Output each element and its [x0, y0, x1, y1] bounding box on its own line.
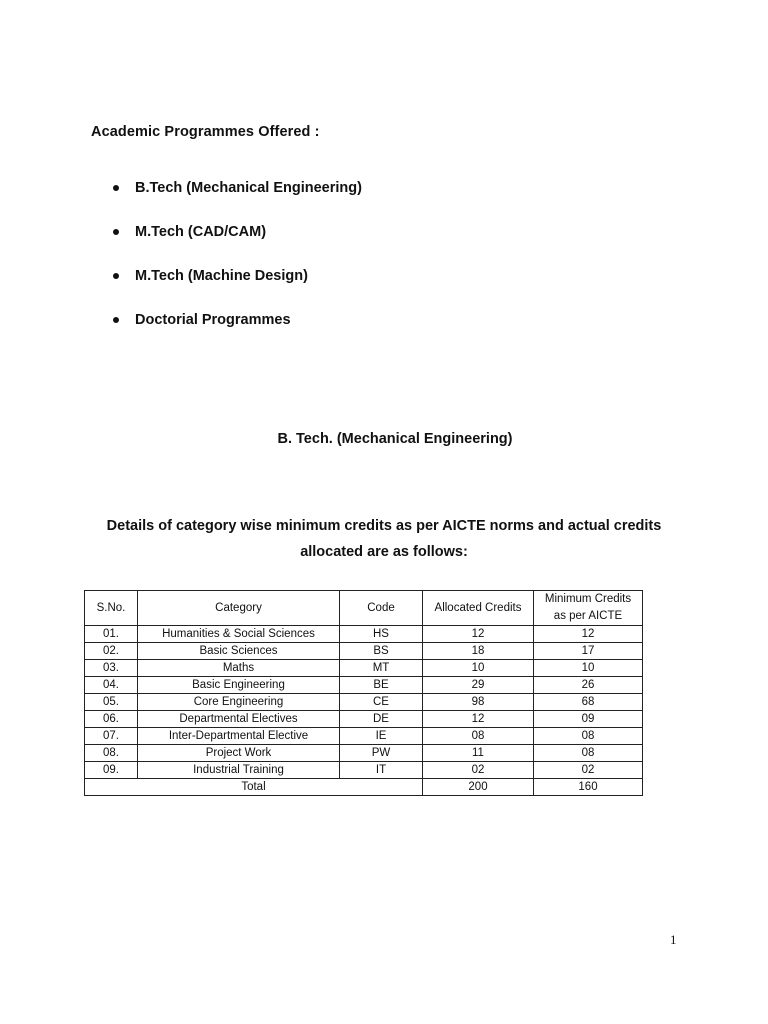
- cell-code: IT: [340, 762, 423, 779]
- cell-allocated: 11: [423, 745, 534, 762]
- cell-minimum: 02: [534, 762, 643, 779]
- cell-total-allocated: 200: [423, 779, 534, 796]
- table-row: [85, 694, 643, 711]
- credits-table: [84, 590, 643, 796]
- cell-category: Departmental Electives: [138, 711, 340, 728]
- cell-category: Core Engineering: [138, 694, 340, 711]
- programme-label: M.Tech (Machine Design): [135, 268, 308, 284]
- cell-allocated: 29: [423, 677, 534, 694]
- table-row: [85, 745, 643, 762]
- cell-code: DE: [340, 711, 423, 728]
- table-row: [85, 762, 643, 779]
- cell-sno: 06.: [85, 711, 138, 728]
- cell-category: Humanities & Social Sciences: [138, 626, 340, 643]
- details-heading-line2: allocated are as follows:: [300, 544, 468, 560]
- cell-minimum: 12: [534, 626, 643, 643]
- cell-sno: 08.: [85, 745, 138, 762]
- header-code: Code: [340, 591, 423, 626]
- details-heading-line1: Details of category wise minimum credits as per AICTE norms and actual credits: [106, 518, 662, 534]
- programme-label: Doctorial Programmes: [135, 312, 291, 328]
- cell-code: BE: [340, 677, 423, 694]
- table-total-row: [85, 779, 643, 796]
- cell-allocated: 12: [423, 626, 534, 643]
- header-allocated-credits: Allocated Credits: [423, 591, 534, 626]
- cell-total-label: Total: [85, 779, 423, 796]
- cell-code: IE: [340, 728, 423, 745]
- bullet-icon: [113, 229, 119, 235]
- cell-sno: 01.: [85, 626, 138, 643]
- cell-code: HS: [340, 626, 423, 643]
- programme-label: M.Tech (CAD/CAM): [135, 224, 267, 240]
- header-category: Category: [138, 591, 340, 626]
- cell-sno: 09.: [85, 762, 138, 779]
- table-row: [85, 711, 643, 728]
- cell-sno: 05.: [85, 694, 138, 711]
- cell-allocated: 02: [423, 762, 534, 779]
- cell-minimum: 08: [534, 745, 643, 762]
- cell-total-minimum: 160: [534, 779, 643, 796]
- table-header-row: [85, 591, 643, 626]
- cell-code: MT: [340, 660, 423, 677]
- cell-minimum: 10: [534, 660, 643, 677]
- cell-category: Inter-Departmental Elective: [138, 728, 340, 745]
- table-row: [85, 660, 643, 677]
- header-minimum-line1: Minimum Credits: [544, 593, 632, 605]
- cell-minimum: 09: [534, 711, 643, 728]
- section-title: B. Tech. (Mechanical Engineering): [277, 431, 513, 447]
- cell-category: Basic Engineering: [138, 677, 340, 694]
- bullet-icon: [113, 185, 119, 191]
- cell-minimum: 68: [534, 694, 643, 711]
- header-minimum-credits: [534, 591, 643, 626]
- table-row: [85, 677, 643, 694]
- cell-category: Maths: [138, 660, 340, 677]
- cell-sno: 02.: [85, 643, 138, 660]
- table-row: [85, 626, 643, 643]
- cell-allocated: 12: [423, 711, 534, 728]
- cell-code: PW: [340, 745, 423, 762]
- cell-sno: 03.: [85, 660, 138, 677]
- table-row: [85, 643, 643, 660]
- cell-code: BS: [340, 643, 423, 660]
- cell-code: CE: [340, 694, 423, 711]
- cell-minimum: 17: [534, 643, 643, 660]
- cell-sno: 07.: [85, 728, 138, 745]
- cell-allocated: 08: [423, 728, 534, 745]
- programme-label: B.Tech (Mechanical Engineering): [135, 180, 362, 196]
- cell-category: Industrial Training: [138, 762, 340, 779]
- cell-allocated: 18: [423, 643, 534, 660]
- cell-allocated: 10: [423, 660, 534, 677]
- cell-category: Project Work: [138, 745, 340, 762]
- table-row: [85, 728, 643, 745]
- page-heading: Academic Programmes Offered :: [91, 124, 320, 140]
- cell-allocated: 98: [423, 694, 534, 711]
- header-sno: S.No.: [85, 591, 138, 626]
- cell-category: Basic Sciences: [138, 643, 340, 660]
- bullet-icon: [113, 273, 119, 279]
- header-minimum-line2: as per AICTE: [553, 610, 623, 622]
- cell-minimum: 26: [534, 677, 643, 694]
- details-heading: [84, 513, 684, 565]
- bullet-icon: [113, 317, 119, 323]
- cell-sno: 04.: [85, 677, 138, 694]
- page-number: 1: [670, 932, 677, 947]
- cell-minimum: 08: [534, 728, 643, 745]
